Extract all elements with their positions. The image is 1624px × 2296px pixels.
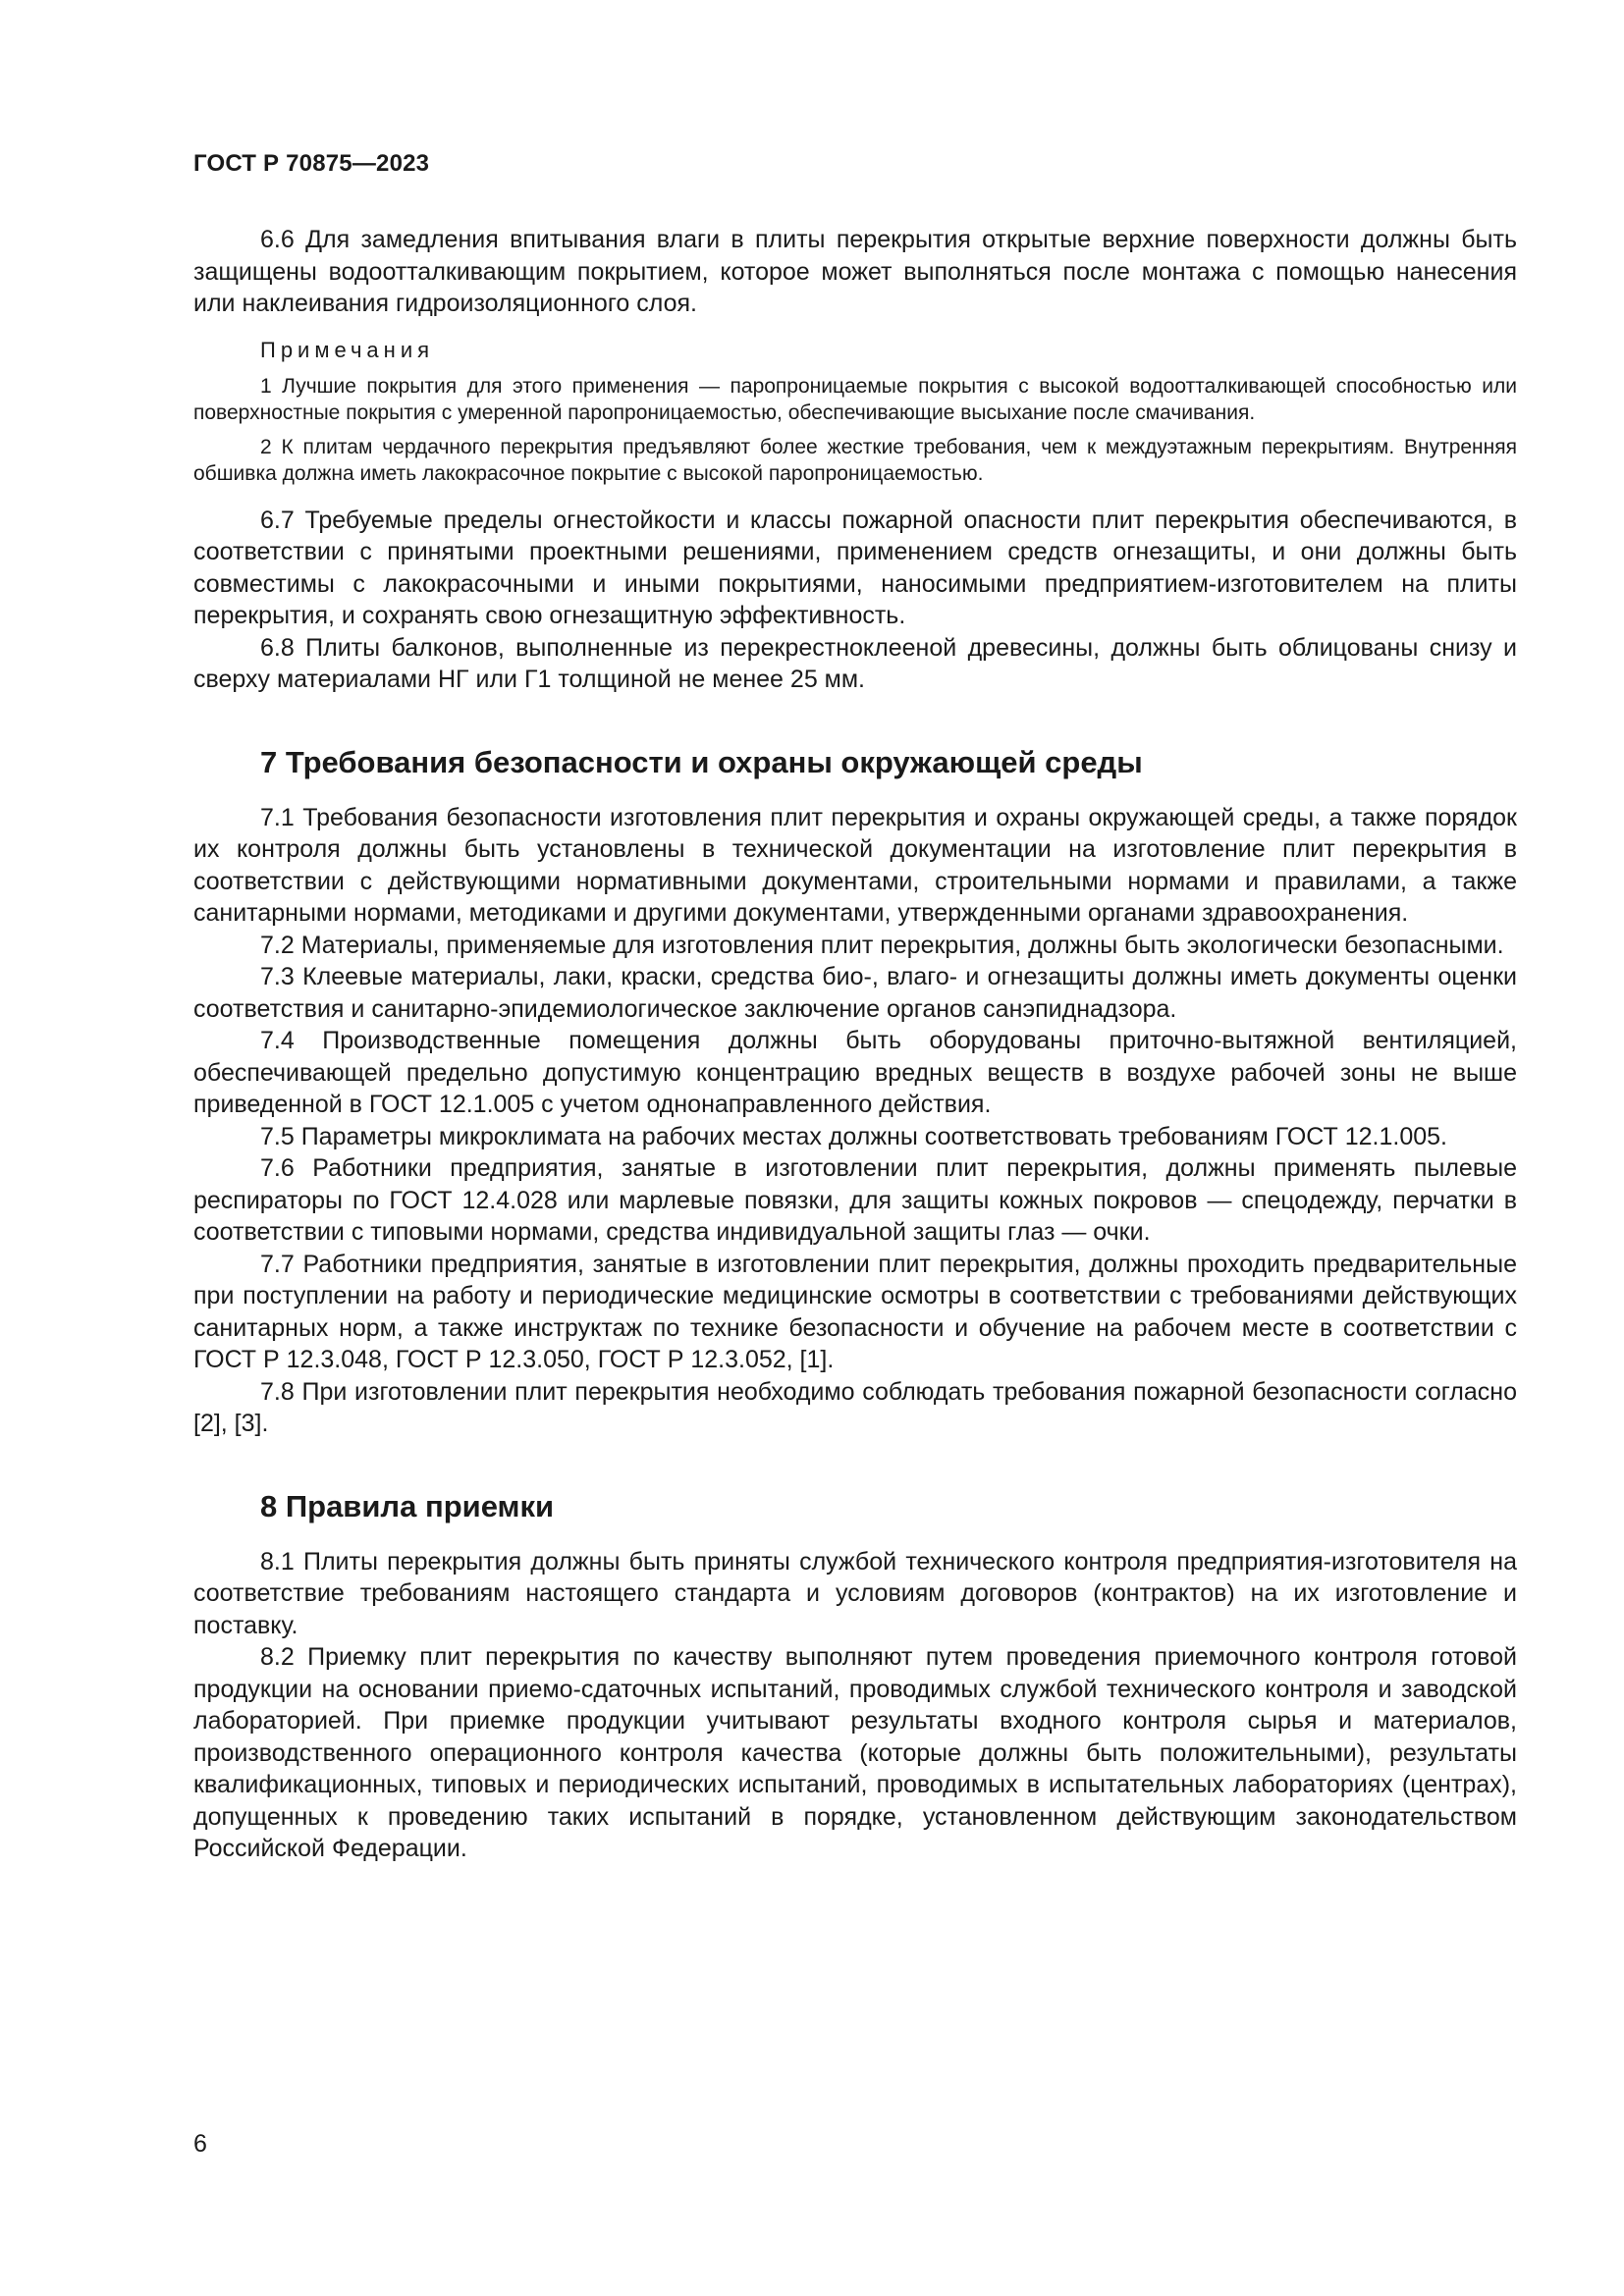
paragraph-6-8: 6.8 Плиты балконов, выполненные из перекрестноклееной древесины, должны быть облицованы снизу и сверху материалами НГ или Г1 толщиной не менее 25 мм. bbox=[193, 633, 1517, 693]
paragraph-7-1: 7.1 Требования безопасности изготовления плит перекрытия и охраны окружающей среды, а также порядок их контроля должны быть установлены в технической документации на изготовление плит перекрытия в соответствии с действующими нормативными документами, строительными нормами и правилами, а также санитарными нормами, методиками и другими документами, утвержденными органами здравоохранения. bbox=[193, 803, 1517, 927]
paragraph-7-8: 7.8 При изготовлении плит перекрытия необходимо соблюдать требования пожарной безопасности согласно [2], [3]. bbox=[193, 1377, 1517, 1437]
paragraph-7-2: 7.2 Материалы, применяемые для изготовления плит перекрытия, должны быть экологически безопасными. bbox=[260, 931, 1504, 959]
notes-title: Примечания bbox=[260, 337, 435, 362]
section-7-heading: 7 Требования безопасности и охраны окружающей среды bbox=[260, 744, 1143, 779]
paragraph-7-7: 7.7 Работники предприятия, занятые в изготовлении плит перекрытия, должны проходить предварительные при поступлении на работу и периодические медицинские осмотры в соответствии с требованиями действующих санитарных норм, а также инструктаж по технике безопасности и обучение на рабочем месте в соответствии с ГОСТ Р 12.3.048, ГОСТ Р 12.3.050, ГОСТ Р 12.3.052, [1]. bbox=[193, 1250, 1517, 1373]
paragraph-7-6: 7.6 Работники предприятия, занятые в изготовлении плит перекрытия, должны применять пылевые респираторы по ГОСТ 12.4.028 или марлевые повязки, для защиты кожных покровов — спецодежду, перчатки в соответствии с типовыми нормами, средства индивидуальной защиты глаз — очки. bbox=[193, 1154, 1517, 1246]
section-8-heading: 8 Правила приемки bbox=[260, 1488, 555, 1523]
note-2: 2 К плитам чердачного перекрытия предъявляют более жесткие требования, чем к междуэтажным перекрытиям. Внутренняя обшивка должна иметь лакокрасочное покрытие с высокой паропроницаемостью. bbox=[193, 435, 1517, 485]
page-number: 6 bbox=[193, 2130, 207, 2158]
document-header: ГОСТ Р 70875—2023 bbox=[193, 150, 430, 177]
paragraph-8-1: 8.1 Плиты перекрытия должны быть приняты службой технического контроля предприятия-изготовителя на соответствие требованиям настоящего стандарта и условиям договоров (контрактов) на их изготовление и поставку. bbox=[193, 1547, 1517, 1639]
paragraph-7-3: 7.3 Клеевые материалы, лаки, краски, средства био-, влаго- и огнезащиты должны иметь документы оценки соответствия и санитарно-эпидемиологическое заключение органов санэпиднадзора. bbox=[193, 963, 1517, 1023]
paragraph-8-2: 8.2 Приемку плит перекрытия по качеству выполняют путем проведения приемочного контроля готовой продукции на основании приемо-сдаточных испытаний, проводимых службой технического контроля и заводской лабораторией. При приемке продукции учитывают результаты входного контроля сырья и материалов, производственного операционного контроля качества (которые должны быть положительными), результаты квалификационных, типовых и периодических испытаний, проводимых в испытательных лабораториях (центрах), допущенных к проведению таких испытаний в порядке, установленном действующим законодательством Российской Федерации. bbox=[193, 1643, 1517, 1862]
paragraph-6-6: 6.6 Для замедления впитывания влаги в плиты перекрытия открытые верхние поверхности должны быть защищены водоотталкивающим покрытием, которое может выполняться после монтажа с помощью нанесения или наклеивания гидроизоляционного слоя. bbox=[193, 226, 1517, 317]
paragraph-6-7: 6.7 Требуемые пределы огнестойкости и классы пожарной опасности плит перекрытия обеспечиваются, в соответствии с принятыми проектными решениями, применением средств огнезащиты, и они должны быть совместимы с лакокрасочными и иными покрытиями, наносимыми предприятием-изготовителем на плиты перекрытия, и сохранять свою огнезащитную эффективность. bbox=[193, 506, 1517, 629]
note-1: 1 Лучшие покрытия для этого применения — паропроницаемые покрытия с высокой водоотталкивающей способностью или поверхностные покрытия с умеренной паропроницаемостью, обеспечивающие высыхание после смачивания. bbox=[193, 374, 1517, 424]
paragraph-7-5: 7.5 Параметры микроклимата на рабочих местах должны соответствовать требованиям ГОСТ 12.1.005. bbox=[260, 1122, 1447, 1150]
paragraph-7-4: 7.4 Производственные помещения должны быть оборудованы приточно-вытяжной вентиляцией, обеспечивающей предельно допустимую концентрацию вредных веществ в воздухе рабочей зоны не выше приведенной в ГОСТ 12.1.005 с учетом однонаправленного действия. bbox=[193, 1027, 1517, 1118]
document-body bbox=[193, 224, 1517, 1865]
